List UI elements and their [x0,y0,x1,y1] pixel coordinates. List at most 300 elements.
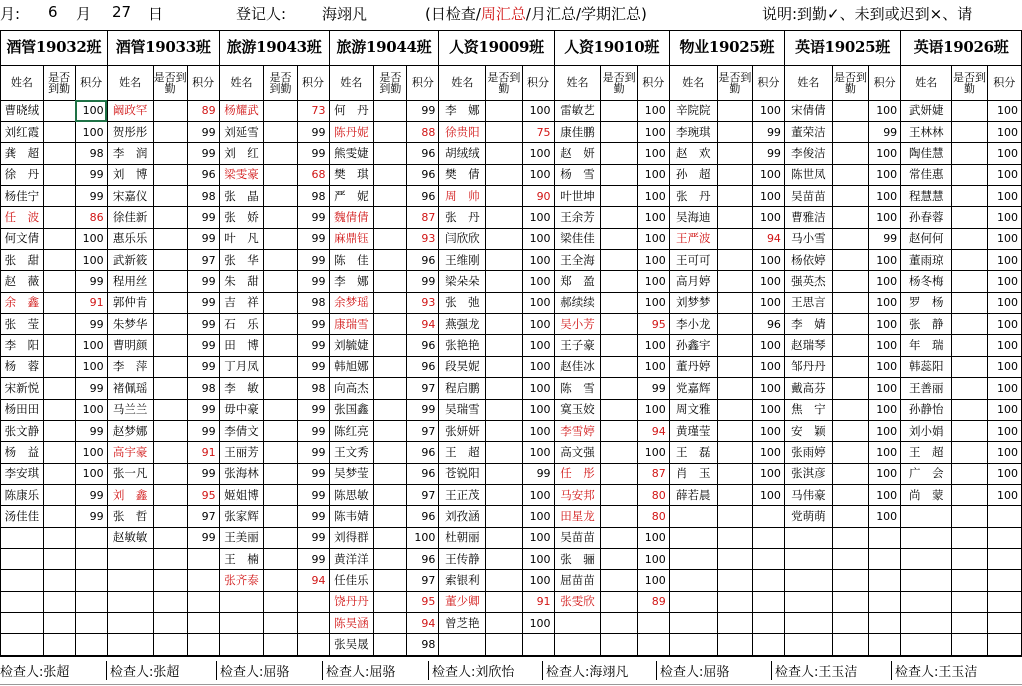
score-cell[interactable]: 100 [637,143,669,164]
score-cell[interactable] [987,634,1021,656]
header-name[interactable]: 姓名 [439,65,486,100]
student-name-cell[interactable]: 杨田田 [1,399,44,420]
score-cell[interactable]: 100 [522,399,554,420]
score-cell[interactable]: 99 [75,378,107,399]
student-name-cell[interactable]: 周文雅 [669,399,717,420]
attendance-cell[interactable] [952,548,987,569]
student-name-cell[interactable]: 樊 琪 [329,164,374,185]
student-name-cell[interactable]: 李倩文 [219,420,264,441]
student-name-cell[interactable]: 张 晶 [219,186,264,207]
score-cell[interactable]: 99 [75,314,107,335]
attendance-cell[interactable] [43,634,75,656]
header-score[interactable]: 积分 [522,65,554,100]
student-name-cell[interactable]: 刘梦梦 [669,292,717,313]
attendance-cell[interactable] [43,612,75,633]
student-name-cell[interactable]: 胡绒绒 [439,143,486,164]
student-name-cell[interactable]: 王林林 [901,122,952,143]
student-name-cell[interactable]: 杨耀武 [219,100,264,121]
student-name-cell[interactable]: 曹雅洁 [784,207,832,228]
attendance-cell[interactable] [832,335,868,356]
attendance-cell[interactable] [153,164,187,185]
score-cell[interactable]: 100 [987,356,1021,377]
attendance-cell[interactable] [832,122,868,143]
attendance-cell[interactable] [374,228,407,249]
attendance-cell[interactable] [486,570,522,591]
score-cell[interactable]: 100 [987,335,1021,356]
student-name-cell[interactable]: 宋新悦 [1,378,44,399]
student-name-cell[interactable]: 吴瑞雪 [439,399,486,420]
attendance-cell[interactable] [486,207,522,228]
attendance-cell[interactable] [43,335,75,356]
student-name-cell[interactable]: 王可可 [669,250,717,271]
attendance-cell[interactable] [717,506,752,527]
student-name-cell[interactable]: 梁佳佳 [554,228,601,249]
attendance-cell[interactable] [717,100,752,121]
attendance-cell[interactable] [153,122,187,143]
score-cell[interactable]: 99 [75,271,107,292]
score-cell[interactable]: 98 [297,186,329,207]
student-name-cell[interactable]: 张妍妍 [439,420,486,441]
score-cell[interactable]: 100 [522,164,554,185]
header-name[interactable]: 姓名 [107,65,153,100]
attendance-cell[interactable] [153,420,187,441]
student-name-cell[interactable] [784,527,832,548]
score-cell[interactable]: 75 [522,122,554,143]
score-cell[interactable]: 98 [297,378,329,399]
student-name-cell[interactable]: 韩蕊阳 [901,356,952,377]
student-name-cell[interactable]: 高文强 [554,442,601,463]
attendance-cell[interactable] [717,570,752,591]
score-cell[interactable]: 100 [637,335,669,356]
score-cell[interactable]: 100 [752,292,784,313]
student-name-cell[interactable]: 陈昊涵 [329,612,374,633]
score-cell[interactable]: 97 [407,484,439,505]
student-name-cell[interactable] [1,527,44,548]
attendance-cell[interactable] [717,335,752,356]
student-name-cell[interactable]: 赵何何 [901,228,952,249]
student-name-cell[interactable]: 任 波 [1,207,44,228]
header-name[interactable]: 姓名 [329,65,374,100]
attendance-cell[interactable] [43,228,75,249]
score-cell[interactable]: 100 [869,484,901,505]
student-name-cell[interactable] [669,634,717,656]
attendance-cell[interactable] [952,100,987,121]
student-name-cell[interactable] [107,634,153,656]
attendance-cell[interactable] [601,143,637,164]
header-attend[interactable]: 是否到勤 [952,65,987,100]
score-cell[interactable]: 100 [752,463,784,484]
attendance-cell[interactable] [832,314,868,335]
attendance-cell[interactable] [374,207,407,228]
score-cell[interactable]: 86 [75,207,107,228]
attendance-cell[interactable] [601,634,637,656]
attendance-cell[interactable] [832,100,868,121]
attendance-cell[interactable] [153,100,187,121]
score-cell[interactable]: 99 [187,207,219,228]
score-cell[interactable] [75,527,107,548]
attendance-cell[interactable] [486,548,522,569]
score-cell[interactable] [297,634,329,656]
student-name-cell[interactable]: 康瑞雪 [329,314,374,335]
score-cell[interactable]: 95 [637,314,669,335]
attendance-cell[interactable] [601,164,637,185]
student-name-cell[interactable]: 余 鑫 [1,292,44,313]
student-name-cell[interactable]: 邹丹丹 [784,356,832,377]
attendance-cell[interactable] [832,164,868,185]
score-cell[interactable]: 95 [187,484,219,505]
score-cell[interactable] [187,548,219,569]
score-cell[interactable]: 100 [75,442,107,463]
score-cell[interactable]: 96 [407,250,439,271]
student-name-cell[interactable]: 龚 超 [1,143,44,164]
attendance-cell[interactable] [153,548,187,569]
student-name-cell[interactable]: 张雨婷 [784,442,832,463]
student-name-cell[interactable]: 吴梦莹 [329,463,374,484]
student-name-cell[interactable]: 肖 玉 [669,463,717,484]
score-cell[interactable]: 100 [987,164,1021,185]
attendance-cell[interactable] [264,378,297,399]
attendance-cell[interactable] [153,506,187,527]
student-name-cell[interactable]: 王传静 [439,548,486,569]
score-cell[interactable]: 100 [987,314,1021,335]
attendance-cell[interactable] [43,292,75,313]
attendance-cell[interactable] [601,463,637,484]
student-name-cell[interactable] [554,634,601,656]
attendance-cell[interactable] [43,271,75,292]
score-cell[interactable]: 100 [637,250,669,271]
score-cell[interactable]: 96 [407,335,439,356]
attendance-cell[interactable] [486,271,522,292]
attendance-cell[interactable] [952,122,987,143]
score-cell[interactable]: 100 [522,314,554,335]
score-cell[interactable]: 99 [297,399,329,420]
student-name-cell[interactable]: 刘得群 [329,527,374,548]
student-name-cell[interactable]: 常佳惠 [901,164,952,185]
score-cell[interactable]: 100 [522,100,554,121]
attendance-cell[interactable] [486,314,522,335]
score-cell[interactable] [869,570,901,591]
attendance-cell[interactable] [832,463,868,484]
student-name-cell[interactable]: 何 丹 [329,100,374,121]
student-name-cell[interactable]: 李 婧 [784,314,832,335]
class-title[interactable]: 英语19025班 [784,31,900,66]
score-cell[interactable]: 68 [297,164,329,185]
attendance-cell[interactable] [832,570,868,591]
student-name-cell[interactable]: 董荣洁 [784,122,832,143]
attendance-cell[interactable] [153,570,187,591]
score-cell[interactable] [187,612,219,633]
attendance-cell[interactable] [43,420,75,441]
attendance-cell[interactable] [374,250,407,271]
score-cell[interactable]: 100 [522,271,554,292]
attendance-cell[interactable] [264,250,297,271]
attendance-cell[interactable] [264,207,297,228]
attendance-cell[interactable] [717,612,752,633]
student-name-cell[interactable]: 曹明颜 [107,335,153,356]
attendance-cell[interactable] [601,271,637,292]
attendance-cell[interactable] [374,612,407,633]
student-name-cell[interactable]: 程启鹏 [439,378,486,399]
student-name-cell[interactable]: 李琬琪 [669,122,717,143]
student-name-cell[interactable]: 赵梦娜 [107,420,153,441]
attendance-cell[interactable] [832,356,868,377]
attendance-cell[interactable] [486,143,522,164]
score-cell[interactable]: 99 [187,292,219,313]
student-name-cell[interactable]: 余梦瑶 [329,292,374,313]
score-cell[interactable] [75,612,107,633]
header-score[interactable]: 积分 [637,65,669,100]
student-name-cell[interactable] [669,506,717,527]
score-cell[interactable]: 80 [637,506,669,527]
attendance-cell[interactable] [374,570,407,591]
student-name-cell[interactable]: 辛院院 [669,100,717,121]
attendance-cell[interactable] [952,527,987,548]
attendance-cell[interactable] [717,292,752,313]
attendance-cell[interactable] [486,484,522,505]
student-name-cell[interactable]: 王 磊 [669,442,717,463]
score-cell[interactable]: 100 [869,399,901,420]
student-name-cell[interactable]: 丁月凤 [219,356,264,377]
attendance-cell[interactable] [832,186,868,207]
student-name-cell[interactable]: 党嘉辉 [669,378,717,399]
student-name-cell[interactable]: 黄瑾莹 [669,420,717,441]
attendance-cell[interactable] [153,442,187,463]
student-name-cell[interactable]: 陈韦婧 [329,506,374,527]
student-name-cell[interactable]: 王余芳 [554,207,601,228]
student-name-cell[interactable]: 郭仲肯 [107,292,153,313]
student-name-cell[interactable]: 张文静 [1,420,44,441]
header-name[interactable]: 姓名 [784,65,832,100]
student-name-cell[interactable]: 张 丹 [669,186,717,207]
score-cell[interactable]: 100 [75,335,107,356]
attendance-cell[interactable] [153,207,187,228]
score-cell[interactable]: 99 [187,527,219,548]
score-cell[interactable]: 100 [987,399,1021,420]
student-name-cell[interactable]: 张 哲 [107,506,153,527]
attendance-cell[interactable] [486,420,522,441]
score-cell[interactable] [869,612,901,633]
score-cell[interactable]: 99 [297,506,329,527]
header-score[interactable]: 积分 [75,65,107,100]
attendance-cell[interactable] [374,122,407,143]
attendance-cell[interactable] [601,228,637,249]
score-cell[interactable]: 100 [522,527,554,548]
score-cell[interactable]: 97 [407,378,439,399]
score-cell[interactable]: 99 [637,378,669,399]
attendance-cell[interactable] [952,292,987,313]
attendance-cell[interactable] [153,314,187,335]
student-name-cell[interactable]: 尚 蒙 [901,484,952,505]
student-name-cell[interactable]: 张 甜 [1,250,44,271]
attendance-cell[interactable] [43,570,75,591]
student-name-cell[interactable] [669,612,717,633]
student-name-cell[interactable]: 焦 宁 [784,399,832,420]
attendance-cell[interactable] [43,591,75,612]
student-name-cell[interactable]: 田 博 [219,335,264,356]
student-name-cell[interactable] [669,548,717,569]
attendance-cell[interactable] [264,399,297,420]
score-cell[interactable]: 100 [987,122,1021,143]
attendance-cell[interactable] [486,612,522,633]
score-cell[interactable]: 91 [75,292,107,313]
score-cell[interactable]: 100 [522,484,554,505]
student-name-cell[interactable] [784,612,832,633]
attendance-cell[interactable] [601,548,637,569]
attendance-cell[interactable] [486,442,522,463]
student-name-cell[interactable] [1,612,44,633]
student-name-cell[interactable] [901,570,952,591]
attendance-cell[interactable] [486,164,522,185]
attendance-cell[interactable] [264,634,297,656]
score-cell[interactable] [75,548,107,569]
score-cell[interactable]: 100 [869,463,901,484]
student-name-cell[interactable]: 张 娇 [219,207,264,228]
attendance-cell[interactable] [952,612,987,633]
score-cell[interactable]: 100 [522,228,554,249]
student-name-cell[interactable]: 陈红亮 [329,420,374,441]
student-name-cell[interactable]: 强英杰 [784,271,832,292]
student-name-cell[interactable]: 阚政罕 [107,100,153,121]
student-name-cell[interactable]: 张 莹 [1,314,44,335]
attendance-cell[interactable] [374,527,407,548]
student-name-cell[interactable] [901,591,952,612]
class-title[interactable]: 人资19009班 [439,31,554,66]
student-name-cell[interactable]: 燕强龙 [439,314,486,335]
attendance-cell[interactable] [153,463,187,484]
student-name-cell[interactable] [1,548,44,569]
student-name-cell[interactable]: 孙静怡 [901,399,952,420]
header-attend[interactable]: 是否到勤 [43,65,75,100]
student-name-cell[interactable] [669,591,717,612]
header-score[interactable]: 积分 [297,65,329,100]
score-cell[interactable] [869,591,901,612]
score-cell[interactable]: 94 [297,570,329,591]
student-name-cell[interactable]: 徐佳新 [107,207,153,228]
header-attend[interactable]: 是否到勤 [832,65,868,100]
student-name-cell[interactable]: 刘毓婕 [329,335,374,356]
score-cell[interactable]: 100 [637,442,669,463]
attendance-cell[interactable] [952,591,987,612]
attendance-cell[interactable] [43,442,75,463]
attendance-cell[interactable] [717,186,752,207]
student-name-cell[interactable]: 陈世凤 [784,164,832,185]
score-cell[interactable]: 96 [407,442,439,463]
student-name-cell[interactable]: 吴海迪 [669,207,717,228]
score-cell[interactable]: 100 [869,314,901,335]
attendance-cell[interactable] [832,634,868,656]
score-cell[interactable]: 100 [987,484,1021,505]
attendance-cell[interactable] [601,484,637,505]
attendance-cell[interactable] [264,612,297,633]
attendance-cell[interactable] [264,186,297,207]
student-name-cell[interactable]: 梁雯豪 [219,164,264,185]
attendance-cell[interactable] [264,420,297,441]
class-title[interactable]: 酒管19033班 [107,31,219,66]
score-cell[interactable]: 99 [869,228,901,249]
score-cell[interactable]: 100 [637,122,669,143]
score-cell[interactable]: 100 [869,442,901,463]
score-cell[interactable]: 97 [187,250,219,271]
student-name-cell[interactable]: 雷敏艺 [554,100,601,121]
score-cell[interactable]: 98 [297,292,329,313]
attendance-cell[interactable] [952,570,987,591]
attendance-cell[interactable] [264,228,297,249]
score-cell[interactable]: 99 [752,143,784,164]
header-name[interactable]: 姓名 [219,65,264,100]
score-cell[interactable]: 100 [75,463,107,484]
score-cell[interactable]: 100 [752,207,784,228]
student-name-cell[interactable]: 朱梦华 [107,314,153,335]
attendance-cell[interactable] [601,250,637,271]
header-score[interactable]: 积分 [407,65,439,100]
student-name-cell[interactable]: 赵 欢 [669,143,717,164]
score-cell[interactable]: 96 [407,506,439,527]
attendance-cell[interactable] [374,314,407,335]
score-cell[interactable]: 100 [987,463,1021,484]
score-cell[interactable]: 100 [637,292,669,313]
student-name-cell[interactable]: 孙鑫宇 [669,335,717,356]
score-cell[interactable]: 100 [637,271,669,292]
score-cell[interactable]: 100 [522,378,554,399]
student-name-cell[interactable]: 刘 红 [219,143,264,164]
attendance-cell[interactable] [486,250,522,271]
score-cell[interactable]: 99 [75,164,107,185]
attendance-cell[interactable] [486,122,522,143]
attendance-cell[interactable] [264,570,297,591]
student-name-cell[interactable]: 武新筱 [107,250,153,271]
score-cell[interactable] [187,634,219,656]
score-cell[interactable] [752,548,784,569]
score-cell[interactable]: 94 [637,420,669,441]
score-cell[interactable]: 98 [407,634,439,656]
attendance-cell[interactable] [601,527,637,548]
score-cell[interactable]: 100 [869,143,901,164]
student-name-cell[interactable] [219,591,264,612]
score-cell[interactable]: 96 [407,548,439,569]
score-cell[interactable]: 100 [637,100,669,121]
student-name-cell[interactable]: 张海林 [219,463,264,484]
score-cell[interactable] [752,506,784,527]
attendance-cell[interactable] [832,527,868,548]
score-cell[interactable]: 99 [75,420,107,441]
class-title[interactable]: 物业19025班 [669,31,784,66]
score-cell[interactable]: 97 [407,570,439,591]
attendance-cell[interactable] [486,378,522,399]
score-cell[interactable]: 100 [869,250,901,271]
score-cell[interactable]: 99 [187,122,219,143]
attendance-cell[interactable] [717,207,752,228]
attendance-cell[interactable] [601,570,637,591]
score-cell[interactable]: 100 [75,228,107,249]
score-cell[interactable]: 98 [75,143,107,164]
attendance-cell[interactable] [43,122,75,143]
student-name-cell[interactable]: 王文秀 [329,442,374,463]
student-name-cell[interactable] [219,612,264,633]
attendance-cell[interactable] [832,442,868,463]
student-name-cell[interactable]: 张一凡 [107,463,153,484]
student-name-cell[interactable]: 董雨琼 [901,250,952,271]
attendance-cell[interactable] [153,378,187,399]
score-cell[interactable]: 95 [407,591,439,612]
header-score[interactable]: 积分 [187,65,219,100]
attendance-cell[interactable] [43,100,75,121]
attendance-cell[interactable] [374,548,407,569]
score-cell[interactable]: 73 [297,100,329,121]
header-name[interactable]: 姓名 [554,65,601,100]
score-cell[interactable]: 87 [407,207,439,228]
attendance-cell[interactable] [486,634,522,656]
attendance-cell[interactable] [153,271,187,292]
